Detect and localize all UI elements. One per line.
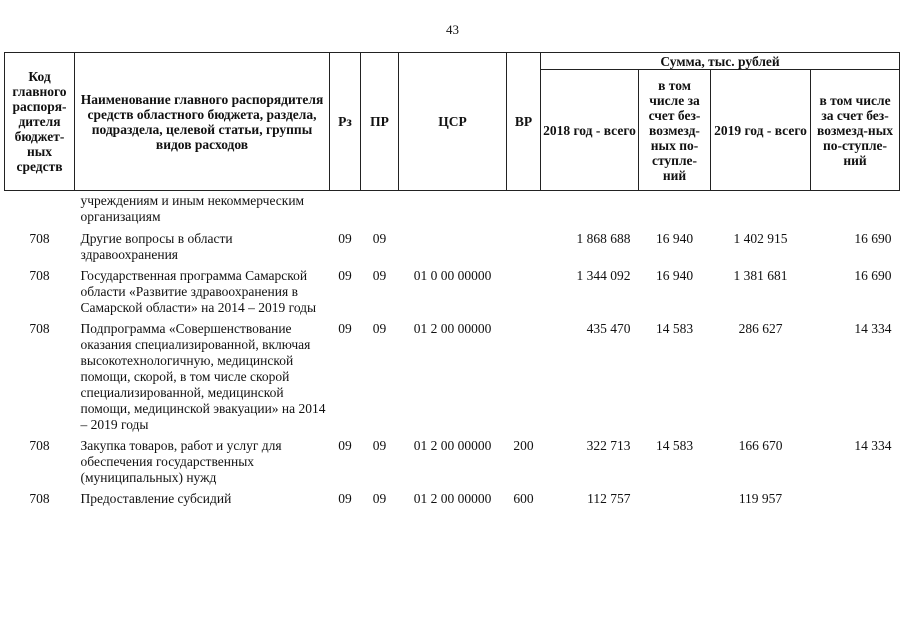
cell-vr bbox=[507, 321, 541, 438]
cell-rz: 09 bbox=[338, 438, 352, 453]
cell-free-2018 bbox=[639, 491, 711, 512]
header-free-2019: в том числе за счет без-возмезд-ных по-ступле-ний bbox=[811, 70, 900, 191]
cell-free-2019: 14 334 bbox=[854, 321, 892, 336]
cell-csr: 01 2 00 00000 bbox=[413, 438, 492, 453]
header-sum: Сумма, тыс. рублей bbox=[541, 53, 900, 70]
cell-rz: 09 bbox=[338, 231, 352, 246]
budget-table bbox=[4, 52, 900, 512]
cell-free-2019: 14 334 bbox=[854, 438, 892, 453]
cell-csr: 01 0 00 00000 bbox=[413, 268, 492, 283]
header-csr: ЦСР bbox=[399, 53, 507, 191]
header-vr: ВР bbox=[507, 53, 541, 191]
table-row bbox=[5, 491, 900, 512]
cell-name: Государственная программа Самарской области «Развитие здравоохранения в Самарской области» на 2014 – 2019 годы bbox=[80, 268, 317, 315]
cell-sum-2019: 1 402 915 bbox=[733, 231, 788, 246]
cell-vr bbox=[507, 231, 541, 268]
cell-free-2018: 16 940 bbox=[655, 231, 694, 246]
cell-free-2018: 16 940 bbox=[655, 268, 694, 283]
cell-vr: 200 bbox=[513, 438, 534, 453]
header-rz: Рз bbox=[330, 53, 361, 191]
cell-name: Другие вопросы в области здравоохранения bbox=[80, 231, 233, 262]
cell-sum-2018: 112 757 bbox=[587, 491, 631, 506]
header-name: Наименование главного распорядителя средств областного бюджета, раздела, подраздела, целевой статьи, группы видов расходов bbox=[75, 53, 330, 191]
cell-sum-2018: 1 868 688 bbox=[576, 231, 631, 246]
continuation-text: учреждениям и иным некоммерческим организациям bbox=[80, 193, 305, 224]
header-free-2018: в том числе за счет без-возмезд-ных по-ступле-ний bbox=[639, 70, 711, 191]
cell-code: 708 bbox=[29, 321, 50, 336]
cell-free-2018: 14 583 bbox=[655, 438, 694, 453]
cell-code: 708 bbox=[29, 491, 50, 506]
cell-vr: 600 bbox=[513, 491, 534, 506]
header-sum-2019: 2019 год - всего bbox=[711, 70, 811, 191]
cell-sum-2019: 119 957 bbox=[738, 491, 783, 506]
table-row bbox=[5, 321, 900, 438]
cell-sum-2019: 1 381 681 bbox=[733, 268, 788, 283]
cell-sum-2018: 1 344 092 bbox=[576, 268, 631, 283]
cell-name: Закупка товаров, работ и услуг для обеспечения государственных (муниципальных) нужд bbox=[80, 438, 282, 485]
cell-csr bbox=[399, 231, 507, 268]
cell-pr: 09 bbox=[372, 321, 387, 336]
cell-pr: 09 bbox=[372, 438, 387, 453]
cell-code: 708 bbox=[29, 231, 50, 246]
cell-pr: 09 bbox=[372, 231, 387, 246]
cell-code: 708 bbox=[29, 268, 50, 283]
cell-rz: 09 bbox=[338, 491, 352, 506]
cell-free-2018: 14 583 bbox=[655, 321, 694, 336]
cell-csr: 01 2 00 00000 bbox=[413, 321, 492, 336]
table-row bbox=[5, 268, 900, 321]
cell-rz: 09 bbox=[338, 268, 352, 283]
cell-sum-2019: 166 670 bbox=[738, 438, 783, 453]
cell-rz: 09 bbox=[338, 321, 352, 336]
continuation-row bbox=[5, 191, 900, 232]
cell-csr: 01 2 00 00000 bbox=[413, 491, 492, 506]
cell-free-2019: 16 690 bbox=[854, 231, 892, 246]
header-sum-2018: 2018 год - всего bbox=[541, 70, 639, 191]
table-body bbox=[5, 191, 900, 513]
cell-name: Подпрограмма «Совершенствование оказания специализированной, включая высокотехнологичную, медицинской помощи, скорой, в том числе скорой специализированной, медицинской помощи, медицинской эвакуации» на 2014 – 2019 годы bbox=[80, 321, 326, 432]
cell-sum-2018: 322 713 bbox=[586, 438, 631, 453]
cell-vr bbox=[507, 268, 541, 321]
cell-name: Предоставление субсидий bbox=[80, 491, 232, 506]
cell-pr: 09 bbox=[372, 268, 387, 283]
cell-free-2019 bbox=[811, 491, 900, 512]
header-code: Код главного распоря-дителя бюджет-ных средств bbox=[5, 53, 75, 191]
cell-sum-2018: 435 470 bbox=[586, 321, 631, 336]
table-header bbox=[5, 53, 900, 191]
cell-pr: 09 bbox=[372, 491, 387, 506]
cell-code: 708 bbox=[29, 438, 50, 453]
page-number: 43 bbox=[446, 22, 459, 37]
table-row bbox=[5, 438, 900, 491]
table-row bbox=[5, 231, 900, 268]
cell-sum-2019: 286 627 bbox=[738, 321, 783, 336]
header-pr: ПР bbox=[361, 53, 399, 191]
cell-free-2019: 16 690 bbox=[854, 268, 892, 283]
